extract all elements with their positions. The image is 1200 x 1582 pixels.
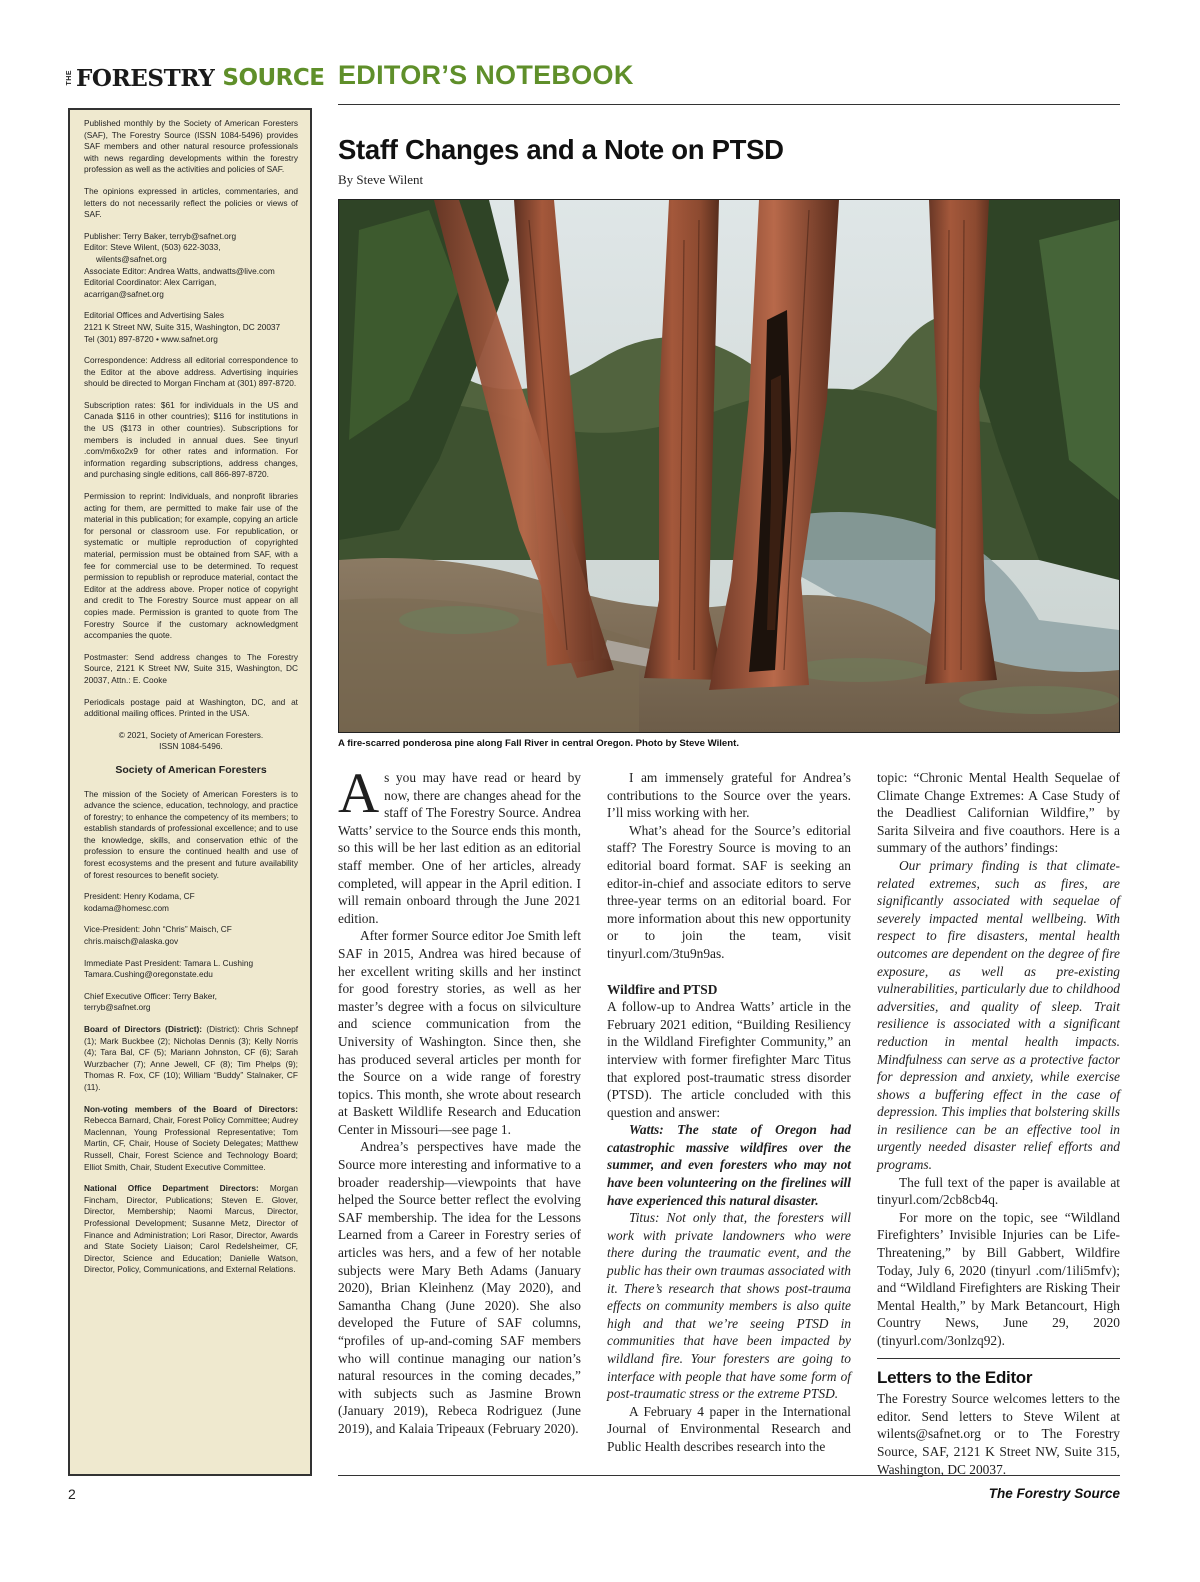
article-column-1 xyxy=(338,762,581,1438)
photo-caption: A fire-scarred ponderosa pine along Fall River in central Oregon. Photo by Steve Wilent. xyxy=(338,738,739,749)
editorial-offices xyxy=(84,310,298,345)
nonvoting-list: Rebecca Barnard, Chair, Forest Policy Committee; Audrey Maclennan, Young Professional Representative; Tom Martin, CF, Chair, House of Society Delegates; Matthew Russell, Chair, Forest Science and Technology Board; Elliot Smith, Chair, Student Executive Committee. xyxy=(84,1115,298,1172)
article-paragraph: What’s ahead for the Source’s editorial staff? The Forestry Source is moving to an editorial board format. SAF is seeking an editor-in-chief and associate editors to serve three-year terms on an editorial board. For more information about this new opportunity or to join the team, visit tinyurl.com/3tu9n9as. xyxy=(607,822,851,961)
vice-president-line: Vice-President: John “Chris” Maisch, CF xyxy=(84,924,232,935)
ceo-line: Chief Executive Officer: Terry Baker, xyxy=(84,990,217,1001)
article-paragraph: I am immensely grateful for Andrea’s contributions to the Source over the years. I’ll miss working with her. xyxy=(607,770,851,821)
offices-address: 2121 K Street NW, Suite 315, Washington, DC 20037 xyxy=(84,321,281,332)
mission-statement: The mission of the Society of American Foresters is to advance the science, education, technology, and practice of forestry; to enhance the competency of its members; to establish standards of professional excellence; and to use the knowledge, skills, and conservation ethic of the profession to ensure the continued health and use of forest ecosystems and the present and future availability of forest resources to benefit society. xyxy=(84,788,298,880)
logo-forestry: FORESTRY xyxy=(76,64,215,92)
article-paragraph: The full text of the paper is available at tinyurl.com/2cb8cb4q. xyxy=(877,1174,1120,1208)
past-president-info xyxy=(84,958,298,981)
section-title: EDITOR’S NOTEBOOK xyxy=(338,60,634,90)
article-paragraph: After former Source editor Joe Smith left SAF in 2015, Andrea was hired because of her excellent writing skills and her instinct for good forestry stories, as well as her master’s degree with a focus on silviculture and science communication from the University of Washington. Since then, she has produced several articles per month for the Source on a wide range of forestry topics. This month, she wrote about research at Baskett Wildlife Research and Education Center in Missouri—see page 1. xyxy=(338,928,581,1137)
copyright-notice xyxy=(84,730,298,753)
offices-tel: Tel (301) 897-8720 • www.safnet.org xyxy=(84,333,218,344)
national-office-directors xyxy=(84,1183,298,1276)
forest-photo xyxy=(338,199,1120,733)
issn-line: ISSN 1084-5496. xyxy=(159,741,223,752)
past-president-email: Tamara.Cushing@oregonstate.edu xyxy=(84,969,213,980)
letters-heading: Letters to the Editor xyxy=(877,1367,1033,1387)
vice-president-info xyxy=(84,924,298,947)
board-label: Board of Directors (District): xyxy=(84,1024,203,1034)
publisher-line: Publisher: Terry Baker, terryb@safnet.org xyxy=(84,230,237,241)
society-heading: Society of American Foresters xyxy=(115,763,267,776)
logo-source: SOURCE xyxy=(222,65,325,91)
offices-title: Editorial Offices and Advertising Sales xyxy=(84,310,225,321)
wildfire-ptsd-subhead: Wildfire and PTSD xyxy=(607,981,718,997)
president-info xyxy=(84,891,298,914)
past-president-line: Immediate Past President: Tamara L. Cushing xyxy=(84,957,254,968)
board-of-directors xyxy=(84,1024,298,1094)
coordinator-email: acarrigan@safnet.org xyxy=(84,288,164,299)
bottom-divider xyxy=(338,1475,1120,1476)
letters-divider xyxy=(877,1358,1120,1359)
article-paragraph: A February 4 paper in the International Journal of Environmental Research and Public Health describes research into the xyxy=(607,1403,851,1454)
article-paragraph: topic: “Chronic Mental Health Sequelae of Climate Change Extremes: A Case Study of the Deadliest Californian Wildfire,” by Sarita Silveira and five coauthors. Here is a summary of the authors’ findings: xyxy=(877,770,1120,856)
president-line: President: Henry Kodama, CF xyxy=(84,891,195,902)
article-paragraph xyxy=(338,762,581,927)
editor-line: Editor: Steve Wilent, (503) 622-3033, xyxy=(84,242,221,253)
editor-email: wilents@safnet.org xyxy=(96,253,167,264)
vice-president-email: chris.maisch@alaska.gov xyxy=(84,936,179,947)
page-number: 2 xyxy=(68,1486,76,1502)
findings-quote: Our primary finding is that climate-related extremes, such as fires, are significantly associated with sequelae of severely impacted mental wellbeing. With respect to fire disasters, mental health outcomes are dependent on the degree of fire exposure, as well as pre-existing vulnerabilities, particularly due to childhood adversities, and quality of sleep. Trait resilience is associated with a significant reduction in mental health impacts. Mindfulness can serve as a protective factor for depression and anxiety, while exercise shows a buffering effect in the case of depression. This implies that bolstering skills in resilience can be an effective tool in urgently needed disaster relief efforts and programs. xyxy=(877,857,1120,1173)
article-paragraph: A follow-up to Andrea Watts’ article in the February 2021 edition, “Building Resiliency in the Wildland Firefighter Community,” an interview with former firefighter Marc Titus that explored post-traumatic stress disorder (PTSD). The article concluded with this question and answer: xyxy=(607,999,851,1120)
periodicals-note: Periodicals postage paid at Washington, DC, and at additional mailing offices. Printed in the USA. xyxy=(84,696,298,719)
nonvoting-members xyxy=(84,1104,298,1174)
board-list: (District): Chris Schnepf (1); Mark Buckbee (2); Nicholas Dennis (3); Kelly Norris (4); Tara Bal, CF (5); Mariann Johnston, CF (6); Sarah Wurzbacher (7); Anne Jewell, CF (8); Tim Phelps (9); Thomas R. Fox, CF (10); William “Buddy” Stalnaker, CF (11). xyxy=(84,1024,298,1092)
president-email: kodama@homesc.com xyxy=(84,902,169,913)
logo-the: THE xyxy=(66,70,73,86)
footer-publication-title: The Forestry Source xyxy=(988,1486,1120,1501)
intro-text: s you may have read or heard by now, there are changes ahead for the staff of The Forestry Source. Andrea Watts’ service to the Source ends this month, so this will be her last edition as an editorial staff member. One of her articles, already completed, will appear in the April edition. I will remain onboard through the June 2021 edition. xyxy=(338,770,581,926)
article-paragraph: Andrea’s perspectives have made the Source more interesting and informative to a broader readership—viewpoints that have helped the Source better reflect the evolving SAF membership. The idea for the Lessons Learned from a Career in Forestry series of articles was hers, and a few of her notable subjects were Mary Beth Adams (January 2020), Brian Kleinhenz (May 2020), and Samantha Chang (June 2020). She also developed the Future of SAF columns, “profiles of up-and-coming SAF members who will continue managing our nation’s natural resources in the coming decades,” with subjects such as Jasmine Brown (January 2019), Rebeca Rodriguez (June 2019), and Kalaia Tripeaux (February 2020). xyxy=(338,1139,581,1436)
article-column-3 xyxy=(877,769,1120,1478)
subscription-rates: Subscription rates: $61 for individuals in the US and Canada $116 in other countries); $116 for institutions in the US ($173 in other countries). Subscriptions for members is included in annual dues. See tinyurl .com/m6xo2x9 for other rates and information. For information regarding subscriptions, address changes, and purchasing single editions, call 866-897-8720. xyxy=(84,399,298,480)
ceo-info xyxy=(84,991,298,1014)
article-byline: By Steve Wilent xyxy=(338,172,424,187)
correspondence-note: Correspondence: Address all editorial correspondence to the Editor at the above address. Advertising inquiries should be directed to Morgan Fincham at (301) 897-8720. xyxy=(84,355,298,389)
permission-note: Permission to reprint: Individuals, and nonprofit libraries acting for them, are permitted to make fair use of the material in this publication; for example, copying an article for personal or classroom use. For republication, or systematic or multiple reproduction of copyrighted material, permission must be obtained from SAF, with a fee for commercial use to be determined. To request permission to republish or reproduce material, contact the Editor at the address above. Proper notice of copyright and credit to The Forestry Source must appear on all copies made. Permission is granted to quote from The Forestry Source if the customary acknowledgment accompanies the quote. xyxy=(84,491,298,641)
article-paragraph: For more on the topic, see “Wildland Firefighters’ Invisible Injuries can be Life-Threatening,” by Bill Gabbert, Wildfire Today, July 6, 2020 (tinyurl .com/1ili5mfv); and “Wildland Firefighters are Risking Their Mental Health,” by Mark Betancourt, High Country News, June 29, 2020 (tinyurl.com/3onlzq92). xyxy=(877,1209,1120,1348)
ceo-email: terryb@safnet.org xyxy=(84,1002,151,1013)
national-label: National Office Department Directors: xyxy=(84,1183,259,1194)
national-list: Morgan Fincham, Director, Publications; Steven E. Glover, Director, Membership; Naomi Marcus, Director, Professional Development; Susanne Metz, Director of Finance and Administration; Lori Rasor, Director, Awards and State Society Liaison; Carol Redelsheimer, CF, Director, Science and Education; Danielle Watson, Director, Policy, Communications, and External Relations. xyxy=(84,1183,299,1275)
publication-logo xyxy=(66,62,324,94)
associate-editor-line: Associate Editor: Andrea Watts, andwatts@live.com xyxy=(84,265,275,276)
ponderosa-pine-illustration xyxy=(339,200,1119,732)
postmaster-note: Postmaster: Send address changes to The Forestry Source, 2121 K Street NW, Suite 315, Washington, DC 20037, Attn.: E. Cooke xyxy=(84,651,298,685)
opinions-disclaimer: The opinions expressed in articles, commentaries, and letters do not necessarily reflect the policies or views of SAF. xyxy=(84,185,298,220)
interview-answer: Titus: Not only that, the foresters will work with private landowners who were there during the traumatic event, and the public has their own traumas associated with it. There’s research that shows post-trauma effects on community members is also quite high and that we’re seeing PTSD in communities that have been impacted by wildland fire. Your foresters are going to interface with people that have some form of post-traumatic stress or the extreme PTSD. xyxy=(607,1210,851,1402)
top-divider xyxy=(338,104,1120,105)
article-column-2 xyxy=(607,769,851,1456)
letters-text: The Forestry Source welcomes letters to the editor. Send letters to Steve Wilent at wilents@safnet.org or to The Forestry Source, SAF, 2121 K Street NW, Suite 315, Washington, DC 20037. xyxy=(877,1391,1120,1477)
coordinator-line: Editorial Coordinator: Alex Carrigan, xyxy=(84,277,217,288)
published-statement: Published monthly by the Society of American Foresters (SAF), The Forestry Source (ISSN 1084-5496) provides SAF members and other natural resource professionals with news regarding developments within the forestry profession as well as the activities and policies of SAF. xyxy=(84,118,298,175)
article-headline: Staff Changes and a Note on PTSD xyxy=(338,134,784,165)
nonvoting-label: Non-voting members of the Board of Directors: xyxy=(84,1103,298,1114)
interview-question: Watts: The state of Oregon had catastrophic massive wildfires over the summer, and even foresters who may not have been volunteering on the firelines will have experienced this natural disaster. xyxy=(607,1122,851,1208)
masthead-info-box xyxy=(68,108,312,1476)
copyright-line: © 2021, Society of American Foresters. xyxy=(118,729,264,740)
staff-list xyxy=(84,231,298,301)
drop-cap: A xyxy=(338,762,380,825)
